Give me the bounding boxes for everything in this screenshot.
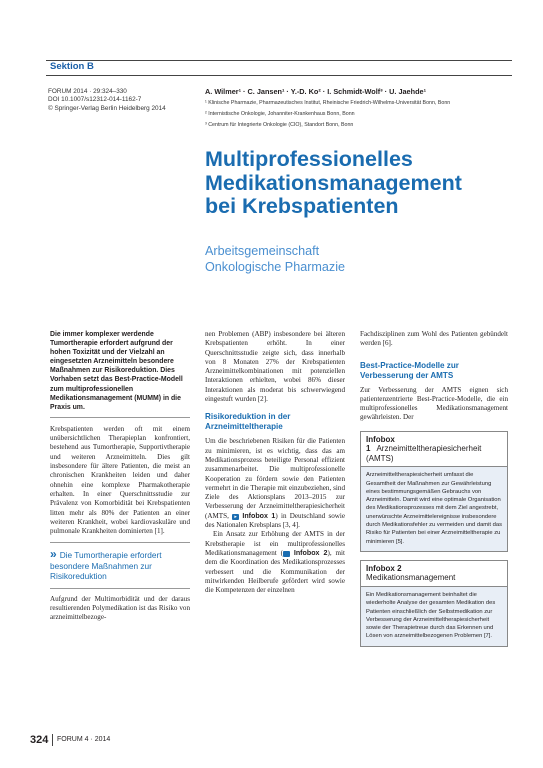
text-run: Ein Ansatz zur Erhöhung der AMTS in der Krebstherapie ist ein multiprofessionelles Medikationsmanagement ( bbox=[205, 530, 345, 557]
affiliation: ² Internistische Onkologie, Johanniter-Krankenhaus Bonn, Bonn bbox=[205, 111, 355, 117]
divider bbox=[50, 417, 190, 418]
affiliation: ³ Centrum für Integrierte Onkologie (CIO), Standort Bonn, Bonn bbox=[205, 122, 354, 128]
text-run: ) in Deutschland sowie des Nationalen Krebsplans [3, 4]. bbox=[205, 511, 345, 530]
page-number: 324 bbox=[30, 734, 49, 746]
text-run: Um die beschriebenen Risiken für die Patienten zu minimieren, ist es wichtig, dass das am Medikationsprozess beteiligte Personal effizient zusammenarbeitet. Die multiprofessionelle Kooperation zu fördern sowie den Patienten vermehrt in die Therapie mit einzubeziehen, sind Ziele des Aktionsplans 2013–2015 zur Verbesserung der Arzneimitteltherapiesicherheit (AMTS, bbox=[205, 437, 345, 520]
article-subtitle bbox=[205, 244, 345, 275]
body-paragraph bbox=[205, 530, 345, 595]
body-paragraph: Zur Verbesserung der AMTS eignen sich patientenzentrierte Best-Practice-Modelle, die ein multiprofessionelles Medikationsmanagement gewährleisten. Der bbox=[360, 385, 508, 422]
chevron-icon: » bbox=[50, 547, 57, 562]
pull-quote bbox=[50, 542, 190, 588]
body-paragraph: nen Problemen (ABP) insbesondere bei älteren Krebspatienten erhöht. In einer Querschnittsstudie zeigte sich, dass innerhalb von 8 Monaten 27% der Krebspatienten Arzneimittelkombinationen mit potenziellen Interaktionen erhielten, wobei 86% dieser Interaktionen als moderat bis schwerwiegend eingestuft wurden [2]. bbox=[205, 330, 345, 404]
meta-line: FORUM 2014 · 29:324–330 bbox=[48, 88, 127, 95]
infobox-header bbox=[361, 561, 507, 587]
infobox-reference[interactable]: Infobox 1 bbox=[242, 511, 276, 520]
column-2 bbox=[205, 330, 345, 595]
infobox-reference[interactable]: Infobox 2 bbox=[293, 548, 328, 557]
body-paragraph: Fachdisziplinen zum Wohl des Patienten gebündelt werden [6]. bbox=[360, 330, 508, 348]
meta-line: DOI 10.1007/s12312-014-1162-7 bbox=[48, 96, 142, 104]
meta-line: © Springer-Verlag Berlin Heidelberg 2014 bbox=[48, 104, 166, 112]
infobox-label: Infobox 1 bbox=[366, 434, 395, 454]
infobox-1 bbox=[360, 431, 508, 552]
infobox-label: Infobox 2 bbox=[366, 563, 402, 573]
affiliation: ¹ Klinische Pharmazie, Pharmazeutisches Institut, Rheinische Friedrich-Wilhelms-Universität Bonn, Bonn bbox=[205, 100, 451, 106]
title-line: bei Krebspatienten bbox=[205, 194, 399, 218]
infobox-2 bbox=[360, 560, 508, 647]
subtitle-line: Arbeitsgemeinschaft bbox=[205, 244, 320, 258]
subtitle-line: Onkologische Pharmazie bbox=[205, 259, 346, 274]
body-paragraph bbox=[205, 437, 345, 530]
footer-divider bbox=[52, 734, 53, 746]
column-1 bbox=[50, 330, 190, 623]
title-line: Medikationsmanagement bbox=[205, 170, 462, 195]
section-heading: Risikoreduktion in der Arzneimitteltherapie bbox=[205, 412, 291, 432]
section-label: Sektion B bbox=[50, 61, 94, 72]
section-heading: Best-Practice-Modelle zur Verbesserung der AMTS bbox=[360, 360, 459, 380]
infobox-title: Medikationsmanagement bbox=[366, 573, 456, 583]
column-3 bbox=[360, 330, 508, 653]
infobox-body: Arzneimitteltherapiesicherheit umfasst die Gesamtheit der Maßnahmen zur Gewährleistung eines bestimmungsgemäßen Gebrauchs von Arzneimitteln. Damit wird eine optimale Organisation des Medikationsprozesses mit dem Ziel angestrebt, unerwünschte Arzneimittelereignisse insbesondere durch Medikationsfehler zu vermeiden und damit das Risiko für Patienten bei einer Arzneimitteltherapie zu minimieren [5]. bbox=[366, 472, 502, 545]
publication-meta bbox=[48, 88, 198, 113]
journal-footer: FORUM 4 · 2014 bbox=[57, 736, 111, 743]
infobox-marker-icon: ▸ bbox=[232, 514, 239, 520]
body-paragraph: Krebspatienten werden oft mit einem unübersichtlichen Therapieplan konfrontiert, bestehend aus Tumortherapie, Supportivtherapie und weiteren Arzneimitteln. Dies gilt insbesondere für ältere Patienten, die meist an chronischen Krankheiten leiden und daher ohnehin eine komplexe Pharmakotherapie erhalten. In einer Querschnittsstudie zur Prävalenz von Komorbidität bei Krebspatienten litten mehr als 80% der Patienten an einer weiteren Krankheit, wobei kardiovaskuläre und pulmonale Krankheiten dominierten [1]. bbox=[50, 424, 190, 536]
authors: A. Wilmer¹ · C. Jansen¹ · Y.-D. Ko² · I. Schmidt-Wolf³ · U. Jaehde¹ bbox=[205, 87, 427, 96]
infobox-title: Arzneimitteltherapiesicherheit (AMTS) bbox=[366, 444, 482, 463]
infobox-body: Ein Medikationsmanagement beinhaltet die wiederholte Analyse der gesamten Medikation des Patienten einschließlich der Selbstmedikation zur Verbesserung der Arzneimitteltherapiesicherheit sowie der Therapietreue durch das Erkennen und Lösen von arzneimittelbezogenen Problemen [7]. bbox=[366, 591, 496, 640]
infobox-marker-icon: ▸ bbox=[283, 551, 290, 557]
article-title bbox=[205, 148, 462, 219]
title-line: Multiprofessionelles bbox=[205, 147, 413, 171]
body-paragraph: Aufgrund der Multimorbidität und der daraus resultierenden Polymedikation ist das Risiko von arzneimittelbezoge- bbox=[50, 594, 190, 622]
infobox-header bbox=[361, 432, 507, 468]
pull-quote-text: Die Tumortherapie erfordert besondere Maßnahmen zur Risikoreduktion bbox=[50, 550, 162, 582]
text-run: ), mit dem die Koordination des Medikationsprozesses verbessert und die Kommunikation der mitwirkenden Heilberufe gefördert wird sowie die Kompetenzen der einzelnen bbox=[205, 548, 346, 595]
section-bar bbox=[46, 60, 512, 76]
abstract: Die immer komplexer werdende Tumortherapie erfordert aufgrund der hohen Toxizität und der Vielzahl an eingesetzten Arzneimitteln besondere Maßnahmen zur Risikoreduktion. Dies Vorhaben setzt das Best-Practice-Modell zum multiprofessionellen Medikationsmanagement (MUMM) in die Praxis um. bbox=[50, 331, 183, 411]
